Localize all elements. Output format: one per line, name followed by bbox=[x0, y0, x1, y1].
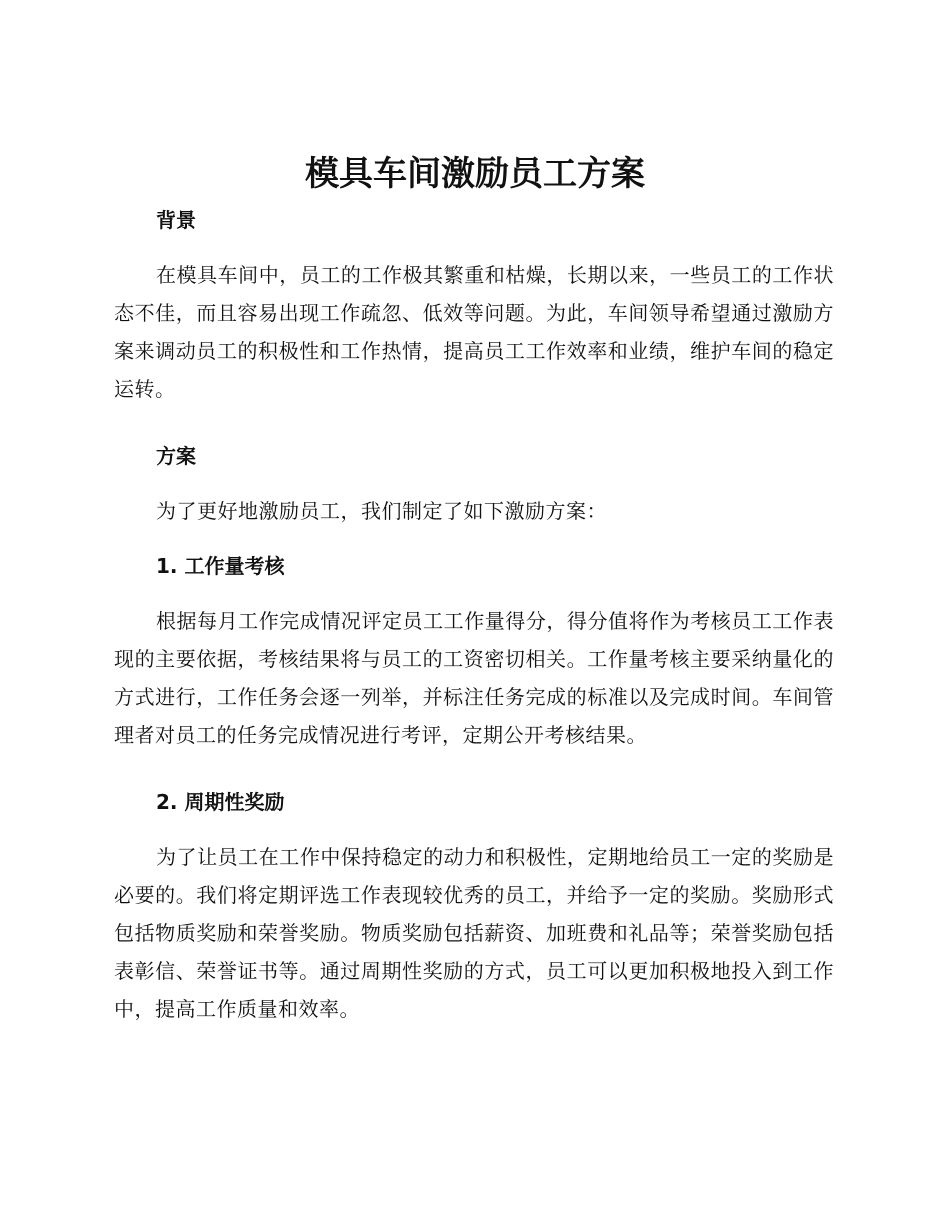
section-heading-periodic-rewards: 2. 周期性奖励 bbox=[156, 790, 285, 814]
section-heading-plan: 方案 bbox=[156, 444, 196, 468]
document-title: 模具车间激励员工方案 bbox=[305, 154, 645, 194]
section-heading-background: 背景 bbox=[156, 208, 196, 232]
section-heading-workload-assessment: 1. 工作量考核 bbox=[156, 554, 285, 578]
paragraph-background: 在模具车间中，员工的工作极其繁重和枯燥，长期以来，一些员工的工作状态不佳，而且容易出现工作疏忽、低效等问题。为此，车间领导希望通过激励方案来调动员工的积极性和工作热情，提高员工工作效率和业绩，维护车间的稳定运转。 bbox=[114, 263, 834, 401]
paragraph-periodic-rewards: 为了让员工在工作中保持稳定的动力和积极性，定期地给员工一定的奖励是必要的。我们将定期评选工作表现较优秀的员工，并给予一定的奖励。奖励形式包括物质奖励和荣誉奖励。物质奖励包括薪资、加班费和礼品等；荣誉奖励包括表彰信、荣誉证书等。通过周期性奖励的方式，员工可以更加积极地投入到工作中，提高工作质量和效率。 bbox=[114, 845, 834, 1021]
paragraph-plan-intro: 为了更好地激励员工，我们制定了如下激励方案： bbox=[156, 499, 607, 523]
paragraph-workload-assessment: 根据每月工作完成情况评定员工工作量得分，得分值将作为考核员工工作表现的主要依据，考核结果将与员工的工资密切相关。工作量考核主要采纳量化的方式进行，工作任务会逐一列举，并标注任务完成的标准以及完成时间。车间管理者对员工的任务完成情况进行考评，定期公开考核结果。 bbox=[114, 609, 834, 747]
